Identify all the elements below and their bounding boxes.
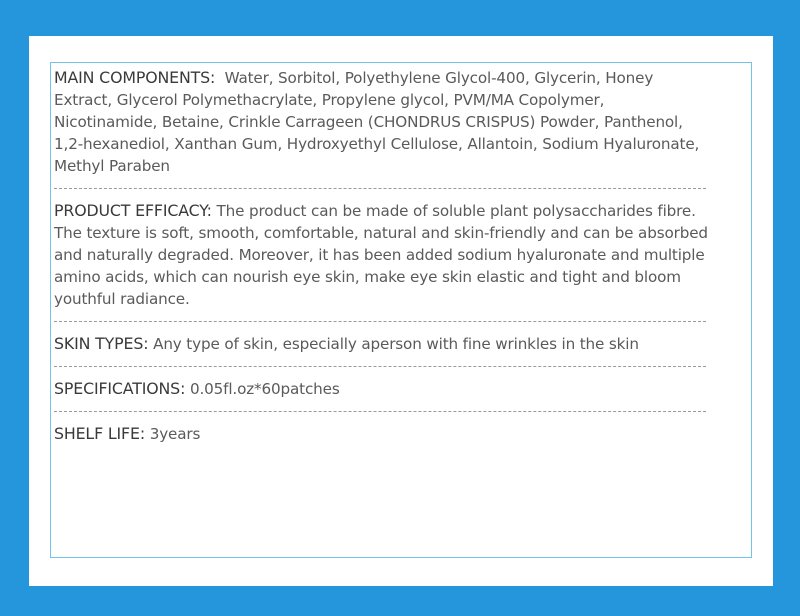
specifications-text: 0.05fl.oz*60patches — [189, 380, 340, 398]
specifications-section — [54, 378, 709, 400]
shelf-life-section — [54, 423, 709, 445]
product-efficacy-section — [54, 200, 709, 310]
main-components-section — [54, 67, 709, 177]
product-efficacy-label: PRODUCT EFFICACY: — [54, 201, 212, 220]
divider — [54, 366, 706, 367]
divider — [54, 188, 706, 189]
skin-types-text: Any type of skin, especially aperson with fine wrinkles in the skin — [153, 335, 639, 353]
product-info-card — [29, 36, 773, 586]
specifications-label: SPECIFICATIONS: — [54, 379, 186, 398]
divider — [54, 321, 706, 322]
product-info-content — [54, 67, 709, 445]
divider — [54, 411, 706, 412]
main-components-label: MAIN COMPONENTS: — [54, 68, 216, 87]
main-components-text: Water, Sorbitol, Polyethylene Glycol-400, Glycerin, Honey Extract, Glycerol Polymethacrylate, Propylene glycol, PVM/MA Copolymer, Nicotinamide, Betaine, Crinkle Carrageen (CHONDRUS CRISPUS) Powder, Panthenol, 1,2-hexanediol, Xanthan Gum, Hydroxyethyl Cellulose, Allantoin, Sodium Hyaluronate, Methyl Paraben — [54, 69, 700, 175]
shelf-life-text: 3years — [149, 425, 201, 443]
skin-types-label: SKIN TYPES: — [54, 334, 149, 353]
shelf-life-label: SHELF LIFE: — [54, 424, 145, 443]
product-efficacy-text: The product can be made of soluble plant polysaccharides fibre. The texture is soft, smooth, comfortable, natural and skin-friendly and can be absorbed and naturally degraded. Moreover, it has been added sodium hyaluronate and multiple amino acids, which can nourish eye skin, make eye skin elastic and tight and bloom youthful radiance. — [54, 202, 708, 308]
skin-types-section — [54, 333, 709, 355]
